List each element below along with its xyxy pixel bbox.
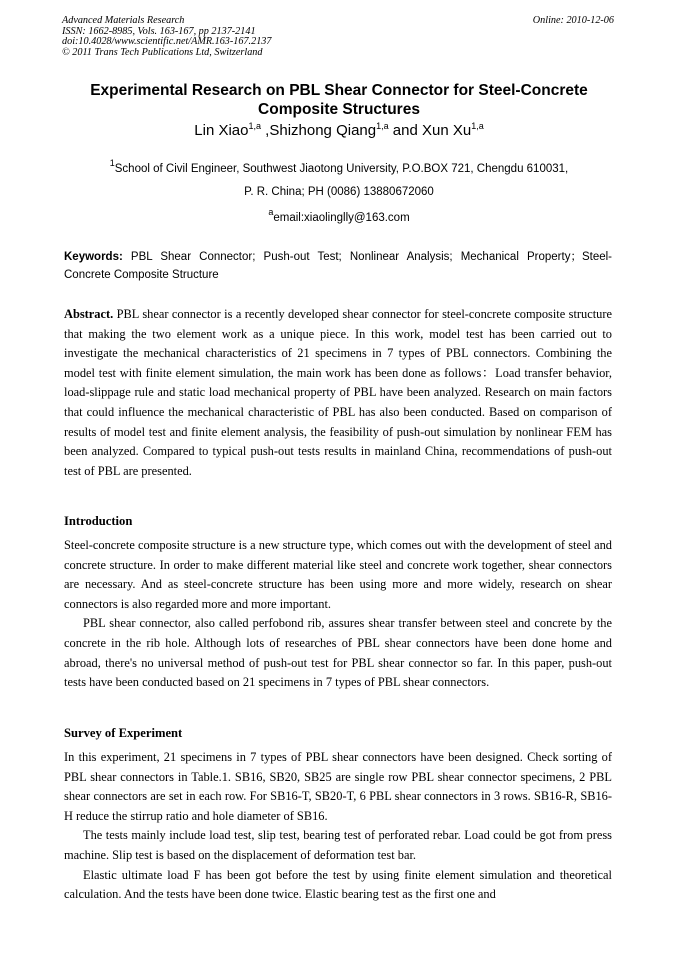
author-superscript: 1,a [248, 121, 262, 131]
abstract [64, 305, 612, 481]
paragraph: The tests mainly include load test, slip test, bearing test of perforated rebar. Load could be got from press machine. Slip test is based on the displacement of deformation test bar. [64, 828, 612, 862]
paragraph: Steel-concrete composite structure is a new structure type, which comes out with the development of steel and concrete structure. In order to make different material like steel and concrete work together, shear connectors are necessary. And as steel-concrete structure has been using more and more widely, research on shear connectors is also regarded more and more important. [64, 538, 612, 611]
copyright-line: © 2011 Trans Tech Publications Ltd, Switzerland [62, 46, 263, 58]
affiliation-superscript: 1 [109, 158, 115, 168]
keywords-label: Keywords: [64, 251, 123, 263]
affiliation-line: P. R. China; PH (0086) 13880672060 [244, 186, 434, 198]
author-list [64, 121, 614, 141]
keywords [64, 249, 612, 284]
journal-header [62, 16, 422, 58]
abstract-text: PBL shear connector is a recently developed shear connector for steel-concrete composite structure that making the two element work as a unique piece. In this work, model test has been carried out to investigate the mechanical characteristics of 21 specimens in 7 types of PBL connectors. Combining the model test with finite element simulation, the main work has been done as follows：Load transfer behavior, load-slippage rule and static load mechanical property of PBL have been analyzed. Research on main factors that could influence the mechanical characteristic of PBL has also been conducted. Based on comparison of results of model test and finite element analysis, the feasibility of push-out simulation by nonlinear FEM has been analyzed. Compared to typical push-out tests results in mainland China, recommendations of push-out test of PBL are presented. [64, 307, 612, 478]
affiliation-text: School of Civil Engineer, Southwest Jiaotong University, P.O.BOX 721, Chengdu 610031, [114, 163, 569, 175]
paper-title: Experimental Research on PBL Shear Connector for Steel-Concrete Composite Structures [90, 82, 588, 118]
author-name: ,Shizhong Qiang [261, 122, 377, 139]
email-line [64, 207, 614, 225]
paragraph: Elastic ultimate load F has been got before the test by using finite element simulation and theoretical calculation. And the tests have been done twice. Elastic bearing test as the first one and [64, 867, 612, 902]
paragraph: PBL shear connector, also called perfobond rib, assures shear transfer between steel and concrete by the concrete in the rib hole. Although lots of researches of PBL shear connectors have been done home and abroad, there's no universal method of push-out test for PBL shear connector so far. In this paper, push-out tests have been conducted based on 21 specimens in 7 types of PBL shear connectors. [64, 616, 612, 690]
email-text: email:xiaolinglly@163.com [273, 212, 410, 224]
section-heading-survey: Survey of Experiment [64, 726, 183, 740]
journal-name: Advanced Materials Research [62, 15, 185, 26]
abstract-label: Abstract. [64, 307, 114, 321]
introduction-body [64, 536, 612, 693]
section-heading-introduction: Introduction [64, 514, 133, 528]
doi-line: doi:10.4028/www.scientific.net/AMR.163-167.2137 [62, 36, 272, 48]
email-superscript: a [268, 207, 274, 217]
paragraph: In this experiment, 21 specimens in 7 types of PBL shear connectors have been designed. Check sorting of PBL shear connectors in Table.1. SB16, SB20, SB25 are single row PBL shear connector specimens, 2 PBL shear connectors are set in each row. For SB16-T, SB20-T, 6 PBL shear connectors in 3 rows. SB16-R, SB16-H reduce the stirrup ratio and hole diameter of SB16. [64, 750, 612, 823]
author-superscript: 1,a [376, 121, 389, 131]
online-date: Online: 2010-12-06 [532, 15, 614, 26]
author-name: and Xun Xu [388, 122, 472, 139]
author-name: Lin Xiao [194, 122, 249, 139]
keywords-text: PBL Shear Connector; Push-out Test; Nonlinear Analysis; Mechanical Property；Steel-Concrete Composite Structure [64, 251, 612, 281]
author-superscript: 1,a [471, 121, 484, 131]
survey-body [64, 748, 612, 905]
issn-line: ISSN: 1662-8985, Vols. 163-167, pp 2137-2141 [62, 25, 256, 37]
affiliation-line [64, 158, 614, 176]
